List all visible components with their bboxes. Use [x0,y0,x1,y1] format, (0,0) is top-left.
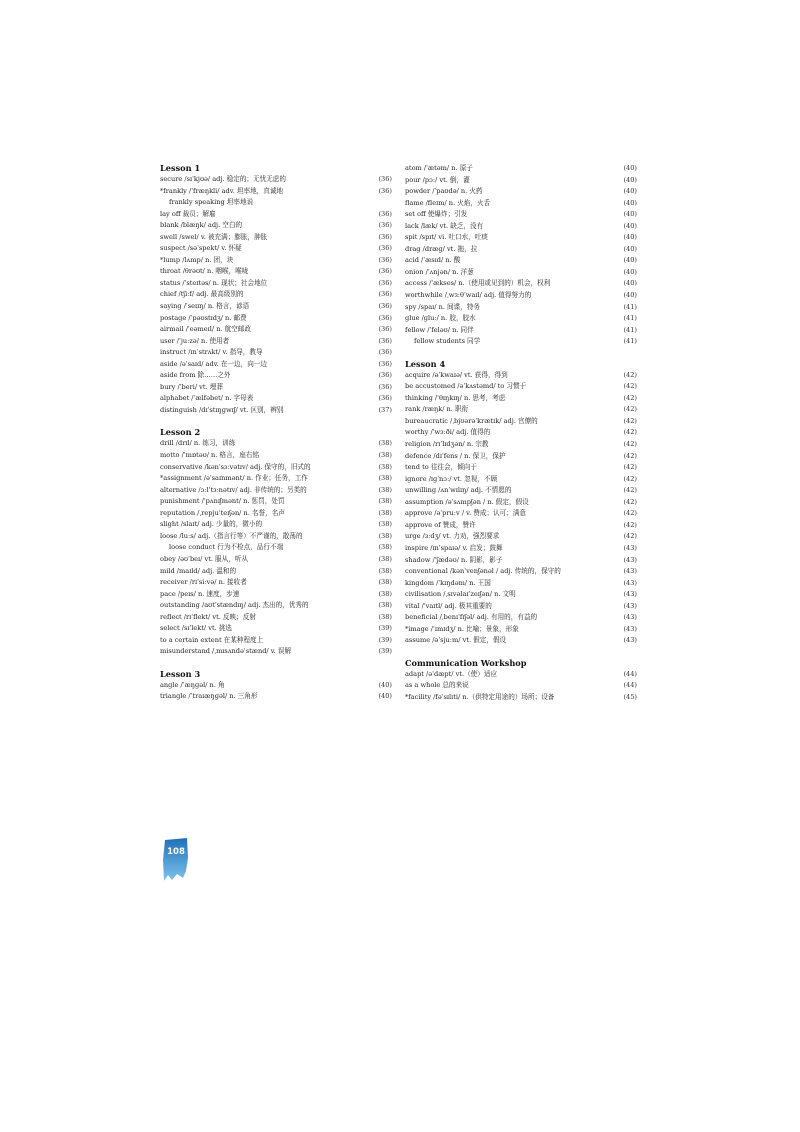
vocab-entry-text: blank /blæŋk/ adj. 空白的 [160,221,243,230]
vocab-entry-text: inspire /ɪnˈspaɪə/ v. 启发；鼓舞 [405,543,503,552]
vocab-entry-page-ref: (42) [623,509,637,518]
vocab-entry-text: *assignment /əˈsaɪnmənt/ n. 作业；任务，工作 [160,474,308,483]
vocab-entry-text: *frankly /ˈfræŋkli/ adv. 坦率地，真诚地 [160,186,284,195]
vocab-entry-page-ref: (36) [378,267,392,276]
vocab-entry [160,508,392,520]
vocab-entry [405,485,637,497]
vocab-entry-text: conventional /kənˈvenʃənəl / adj. 传统的，保守的 [405,567,561,576]
vocab-entry-page-ref: (42) [623,428,637,437]
vocab-entry-page-ref: (36) [378,278,392,287]
vocab-entry-text: instruct /ɪnˈstrʌkt/ v. 指导，教导 [160,348,263,357]
vocab-entry-page-ref: (40) [623,198,637,207]
vocab-entry-text: alphabet /ˈælfəbet/ n. 字母表 [160,394,254,403]
vocab-entry [160,243,392,255]
vocab-entry-text: to a certain extent 在某种程度上 [160,635,264,644]
vocab-entry-page-ref: (36) [378,313,392,322]
vocab-entry-text: rank /ræŋk/ n. 职衔 [405,405,469,414]
vocab-entry-page-ref: (40) [623,175,637,184]
vocab-entry-text: pour /pɔː/ vt. 倒，灌 [405,175,470,184]
entry-list [405,163,637,348]
vocab-entry-text: aside from 除……之外 [160,371,231,380]
vocab-entry-text: aside /əˈsaɪd/ adv. 在一边，向一边 [160,359,267,368]
vocab-entry [405,578,637,590]
vocab-entry [160,289,392,301]
vocab-entry-page-ref: (36) [378,255,392,264]
vocab-entry [160,382,392,394]
vocab-entry-text: suspect /səˈspekt/ v. 怀疑 [160,244,242,253]
vocab-entry-text: fellow /ˈfeləʊ/ n. 同伴 [405,325,474,334]
vocab-entry-text: spit /spɪt/ vi. 吐口水，吐痰 [405,233,488,242]
entry-list [405,669,637,704]
vocab-entry [160,301,392,313]
vocab-entry-text: slight /slaɪt/ adj. 少量的，微小的 [160,520,263,529]
vocab-entry-page-ref: (43) [623,590,637,599]
vocab-entry-text: thinking /ˈθɪŋkɪŋ/ n. 思考，考虑 [405,393,506,402]
entry-list [160,680,392,703]
vocab-entry-text: triangle /ˈtraɪæŋɡəl/ n. 三角形 [160,692,258,701]
vocab-entry-page-ref: (43) [623,636,637,645]
vocab-entry-page-ref: (40) [623,267,637,276]
vocab-entry-page-ref: (42) [623,440,637,449]
vocab-entry-page-ref: (42) [623,416,637,425]
vocab-entry-text: assume /əˈsjuːm/ vt. 假定，假设 [405,636,507,645]
entry-list [405,370,637,647]
vocab-entry [405,404,637,416]
vocab-entry [405,302,637,314]
vocab-entry-text: saying /ˈseɪɪŋ/ n. 格言，谚语 [160,302,250,311]
vocab-entry-page-ref: (42) [623,497,637,506]
vocab-entry [160,612,392,624]
vocab-entry-page-ref: (40) [623,221,637,230]
vocab-entry-page-ref: (40) [378,692,392,701]
vocab-entry-page-ref: (42) [623,405,637,414]
vocab-entry-page-ref: (42) [623,532,637,541]
vocab-entry-text: obey /əʊˈbeɪ/ vt. 服从，听从 [160,554,249,563]
vocab-entry-text: set off 使爆炸；引发 [405,210,468,219]
vocab-entry-text: flame /fleɪm/ n. 火焰，火舌 [405,198,491,207]
vocab-entry-page-ref: (37) [378,405,392,414]
vocab-entry-page-ref: (36) [378,325,392,334]
vocab-entry-page-ref: (36) [378,359,392,368]
vocab-entry-page-ref: (43) [623,555,637,564]
vocab-entry-text: pace /peɪs/ n. 速度，步速 [160,589,240,598]
vocab-entry-text: worthwhile /ˌwɜːθˈwaɪl/ adj. 值得努力的 [405,291,532,300]
vocab-entry [405,381,637,393]
vocab-entry-page-ref: (36) [378,371,392,380]
vocab-entry [405,669,637,681]
vocab-entry-page-ref: (36) [378,336,392,345]
vocab-entry-page-ref: (36) [378,382,392,391]
vocab-entry [160,232,392,244]
vocab-entry-page-ref: (42) [623,393,637,402]
vocab-entry-text: conservative /kənˈsɜːvətɪv/ adj. 保守的，旧式的 [160,462,311,471]
vocab-entry-page-ref: (39) [378,624,392,633]
vocab-entry [405,198,637,210]
vocab-entry-page-ref: (39) [378,647,392,656]
vocab-entry [405,601,637,613]
vocab-entry [405,313,637,325]
communication-workshop-section [405,658,637,704]
vocab-entry [405,325,637,337]
vocab-entry-page-ref: (36) [378,302,392,311]
vocab-entry-page-ref: (36) [378,244,392,253]
vocab-entry-page-ref: (38) [378,601,392,610]
vocab-entry-page-ref: (38) [378,578,392,587]
vocab-entry-page-ref: (42) [623,486,637,495]
vocab-entry [160,566,392,578]
vocab-entry [160,393,392,405]
vocab-entry [405,278,637,290]
vocab-entry-page-ref: (44) [623,681,637,690]
vocab-entry-text: religion /rɪˈlɪdʒən/ n. 宗教 [405,440,489,449]
vocab-entry-page-ref: (40) [623,279,637,288]
section-heading: Lesson 4 [405,358,446,369]
vocab-entry-text: ignore /ɪɡˈnɔː/ vt. 忽视，不顾 [405,474,498,483]
vocab-entry [160,359,392,371]
vocab-entry-text: glue /ɡluː/ n. 胶，胶水 [405,314,476,323]
vocab-entry-text: *image /ˈɪmɪdʒ/ n. 比喻；景象，形象 [405,624,519,633]
vocab-entry-page-ref: (43) [623,543,637,552]
vocab-entry-text: select /sɪˈlekt/ vt. 挑选 [160,624,232,633]
vocab-entry [160,589,392,601]
vocab-entry-page-ref: (42) [623,520,637,529]
vocab-entry-text: access /ˈækses/ n.（使用或见到的）机会，权利 [405,279,551,288]
vocab-entry-text: motto /ˈmɒtəʊ/ n. 格言，座右铭 [160,451,260,460]
vocab-entry-text: receiver /rɪˈsiːvə/ n. 接收者 [160,578,247,587]
vocab-entry [160,691,392,703]
vocab-entry-text: mild /maɪld/ adj. 温和的 [160,566,237,575]
vocab-entry-text: misunderstand /ˌmɪsʌndəˈstænd/ v. 误解 [160,647,292,656]
entry-list [160,174,392,416]
page-number: 108 [167,847,185,857]
vocab-entry-page-ref: (36) [378,186,392,195]
vocab-entry [160,646,392,658]
vocab-entry [160,186,392,198]
vocab-entry-text: drill /drɪl/ n. 练习，训练 [160,439,236,448]
vocab-entry-text: reputation /ˌrepjuˈteɪʃən/ n. 名誉，名声 [160,508,285,517]
vocab-entry-text: loose /luːs/ adj.（指言行等）不严谨的，散荡的 [160,531,303,540]
vocab-entry [160,266,392,278]
vocab-entry-text: acid /ˈæsɪd/ n. 酸 [405,256,461,265]
vocab-entry [405,543,637,555]
vocab-entry-text: lay off 裁员；解雇 [160,209,216,218]
vocab-entry-text: shadow /ˈʃædəʊ/ n. 阴影，影子 [405,555,503,564]
vocab-entry-page-ref: (38) [378,520,392,529]
vocab-entry [160,473,392,485]
vocab-entry-text: bureaucratic /ˌbjʊərəˈkrætɪk/ adj. 官僚的 [405,416,538,425]
vocab-entry [405,221,637,233]
vocab-entry-text: onion /ˈʌnjən/ n. 洋葱 [405,267,474,276]
vocab-entry-text: atom /ˈætəm/ n. 原子 [405,164,473,172]
vocab-entry-text: *lump /lʌmp/ n. 团，块 [160,255,234,264]
vocab-entry-text: acquire /əˈkwaɪə/ vt. 获得，得到 [405,370,508,379]
vocab-entry-page-ref: (38) [378,543,392,552]
vocab-entry [160,531,392,543]
vocab-entry-text: distinguish /dɪˈstɪŋɡwɪʃ/ vt. 区别，辨别 [160,405,284,414]
vocab-entry [405,624,637,636]
vocab-entry-page-ref: (40) [378,680,392,689]
vocab-entry-text: worthy /ˈwɜːði/ adj. 值得的 [405,428,491,437]
vocab-entry-text: alternative /ɔːlˈtɜːnətɪv/ adj. 非传统的；另类的 [160,485,307,494]
vocab-entry-page-ref: (42) [623,451,637,460]
vocab-entry-page-ref: (38) [378,612,392,621]
vocab-entry-text: postage /ˈpəʊstɪdʒ/ n. 邮费 [160,313,247,322]
vocab-entry-text: spy /spaɪ/ n. 间谍，特务 [405,302,481,311]
vocab-entry-text: drag /dræɡ/ vt. 拖，拉 [405,244,478,253]
vocab-entry [160,405,392,417]
vocab-entry [405,209,637,221]
vocab-entry [405,336,637,348]
vocab-entry [405,175,637,187]
vocab-entry-page-ref: (40) [623,233,637,242]
vocab-entry-text: frankly speaking 坦率地说 [169,198,254,207]
vocab-entry-text: loose conduct 行为不检点，品行不端 [169,543,284,552]
vocab-entry-text: throat /θrəʊt/ n. 咽喉，喉咙 [160,267,249,276]
vocab-entry [160,680,392,692]
vocab-entry-text: status /ˈsteɪtəs/ n. 现状；社会地位 [160,278,268,287]
vocab-entry [405,589,637,601]
vocab-entry-page-ref: (43) [623,624,637,633]
section-heading: Communication Workshop [405,657,527,668]
vocab-entry [160,542,392,554]
vocab-entry [405,439,637,451]
lesson-3-section [160,669,392,703]
vocab-entry [160,635,392,647]
vocab-entry-text: civilisation /ˌsɪvəlaɪˈzeɪʃən/ n. 文明 [405,590,516,599]
vocab-entry-page-ref: (40) [623,210,637,219]
vocab-entry [405,451,637,463]
vocab-entry [405,186,637,198]
vocab-entry [160,324,392,336]
vocab-entry [160,577,392,589]
vocab-entry [405,267,637,279]
vocab-entry-page-ref: (38) [378,462,392,471]
vocab-entry-page-ref: (38) [378,566,392,575]
vocab-entry-page-ref: (38) [378,497,392,506]
vocab-entry-text: airmail /ˈeəmeɪl/ n. 航空邮政 [160,325,252,334]
vocab-entry-page-ref: (44) [623,669,637,678]
vocab-entry-page-ref: (38) [378,508,392,517]
vocab-entry-text: tend to 往往会，倾向于 [405,463,477,472]
section-heading: Lesson 3 [160,668,201,679]
vocab-entry [405,232,637,244]
vocab-entry [160,197,392,209]
vocab-entry-page-ref: (42) [623,382,637,391]
vocab-entry-page-ref: (36) [378,221,392,230]
vocab-entry-page-ref: (41) [623,302,637,311]
vocab-entry-page-ref: (42) [623,370,637,379]
vocab-entry-text: approve of 赞成，赞许 [405,520,476,529]
vocab-entry [405,680,637,692]
vocab-entry [405,416,637,428]
vocab-entry-page-ref: (41) [623,325,637,334]
vocab-entry-page-ref: (40) [623,244,637,253]
vocab-entry-page-ref: (40) [623,256,637,265]
vocab-entry [160,278,392,290]
vocab-entry [405,370,637,382]
vocab-entry [160,174,392,186]
vocab-entry [160,450,392,462]
vocab-entry-page-ref: (39) [378,635,392,644]
vocab-entry [405,474,637,486]
vocab-entry-text: reflect /rɪˈflekt/ vt. 反映；反射 [160,612,256,621]
vocab-entry-text: be accustomed /əˈkʌstəmd/ to 习惯于 [405,382,527,391]
vocab-entry [405,393,637,405]
vocab-entry-page-ref: (36) [378,175,392,183]
vocab-entry-page-ref: (41) [623,337,637,346]
vocab-entry-page-ref: (40) [623,164,637,172]
vocab-entry [160,623,392,635]
lesson-1-section [160,163,392,416]
vocab-entry [160,370,392,382]
vocab-entry-page-ref: (38) [378,439,392,448]
vocab-entry-page-ref: (43) [623,578,637,587]
brush-stroke-icon [163,838,189,882]
vocab-entry-text: adapt /əˈdæpt/ vt.（使）适应 [405,669,498,678]
vocab-entry-page-ref: (41) [623,314,637,323]
vocab-entry-text: angle /ˈæŋɡəl/ n. 角 [160,680,225,689]
vocab-entry [405,497,637,509]
vocab-entry-text: urge /ɜːdʒ/ vt. 力劝，强烈要求 [405,532,500,541]
vocab-entry-page-ref: (43) [623,567,637,576]
left-column [160,163,392,703]
vocab-entry-text: punishment /ˈpʌnɪʃmənt/ n. 惩罚，处罚 [160,497,285,506]
vocab-entry [160,554,392,566]
vocab-entry-page-ref: (42) [623,474,637,483]
vocab-entry-page-ref: (40) [623,291,637,300]
vocab-entry-page-ref: (45) [623,692,637,701]
vocab-entry [405,555,637,567]
vocab-entry-page-ref: (36) [378,290,392,299]
vocab-entry [160,462,392,474]
vocab-entry-text: unwilling /ʌnˈwɪlɪŋ/ adj. 不情愿的 [405,486,512,495]
vocab-entry [160,313,392,325]
vocab-entry-text: powder /ˈpaʊdə/ n. 火药 [405,187,483,196]
vocab-entry-text: approve /əˈpruːv / v. 赞成；认可；满意 [405,509,527,518]
vocab-entry [405,163,637,175]
vocab-entry-page-ref: (42) [623,463,637,472]
vocab-entry-page-ref: (38) [378,589,392,598]
vocab-entry-text: vital /ˈvaɪtl/ adj. 极其重要的 [405,601,492,610]
vocab-entry-text: assumption /əˈsʌmpʃən / n. 假定，假设 [405,497,529,506]
vocab-entry [160,336,392,348]
vocab-entry-page-ref: (38) [378,451,392,460]
vocab-entry-text: defence /dɪˈfens / n. 保卫，保护 [405,451,506,460]
vocab-entry-page-ref: (38) [378,554,392,563]
vocab-entry [405,427,637,439]
vocab-entry-page-ref: (38) [378,485,392,494]
vocab-entry [405,612,637,624]
vocab-entry-page-ref: (43) [623,601,637,610]
vocab-entry-text: kingdom /ˈkɪŋdəm/ n. 王国 [405,578,491,587]
lesson-3-continued-section [405,163,637,348]
vocab-entry-text: chief /tʃiːf/ adj. 最高级别的 [160,290,244,299]
vocab-entry [160,347,392,359]
lesson-4-section [405,359,637,647]
entry-list [160,438,392,657]
vocab-entry [405,692,637,704]
vocab-entry [160,496,392,508]
vocab-entry [405,244,637,256]
right-column [405,163,637,704]
vocab-entry-page-ref: (36) [378,348,392,357]
vocab-entry-page-ref: (36) [378,394,392,403]
section-heading: Lesson 2 [160,427,201,438]
vocab-entry [405,508,637,520]
vocab-entry [405,531,637,543]
vocab-entry-text: swell /swel/ v. 被充满；膨胀，肿胀 [160,232,268,241]
vocab-entry-page-ref: (43) [623,613,637,622]
vocab-entry-text: secure /sɪˈkjʊə/ adj. 稳定的；无忧无虑的 [160,175,286,183]
vocab-entry-text: beneficial /ˌbenɪˈfɪʃəl/ adj. 有用的，有益的 [405,613,538,622]
vocab-entry-page-ref: (36) [378,232,392,241]
vocab-entry-page-ref: (38) [378,474,392,483]
vocab-entry [160,209,392,221]
vocab-entry [405,462,637,474]
vocab-entry [160,485,392,497]
lesson-2-section [160,427,392,657]
vocab-entry [160,519,392,531]
vocab-entry-text: outstanding /aʊtˈstændɪŋ/ adj. 杰出的，优秀的 [160,601,309,610]
vocab-entry-text: *facility /fəˈsɪlɪti/ n.（供特定用途的）场所；设备 [405,692,555,701]
vocab-entry-text: user /ˈjuːzə/ n. 使用者 [160,336,230,345]
vocab-entry [405,520,637,532]
vocab-entry [405,635,637,647]
vocab-entry-page-ref: (40) [623,187,637,196]
vocab-entry-text: lack /læk/ vt. 缺乏，没有 [405,221,484,230]
vocab-entry [160,438,392,450]
vocab-entry [160,255,392,267]
vocab-entry [405,290,637,302]
section-heading: Lesson 1 [160,163,201,173]
vocab-entry-text: bury /ˈberi/ vt. 埋葬 [160,382,223,391]
vocab-entry [405,566,637,578]
vocab-entry-page-ref: (38) [378,531,392,540]
vocab-entry [160,220,392,232]
vocab-entry-text: fellow students 同学 [414,337,481,346]
vocab-entry-text: as a whole 总的来说 [405,681,469,690]
vocab-entry [160,600,392,612]
vocab-entry [405,255,637,267]
vocab-entry-page-ref: (36) [378,209,392,218]
page-number-tab [163,838,189,882]
